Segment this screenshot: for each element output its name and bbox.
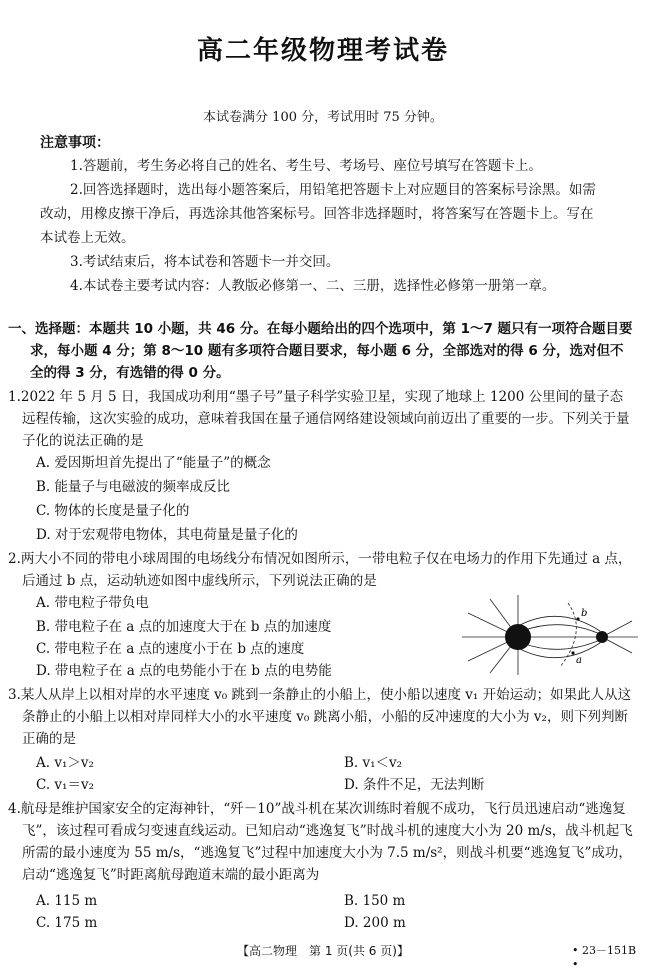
question-stem: 4.航母是维护国家安全的定海神针，“歼－10”战斗机在某次训练时着舰不成功，飞行员迅速启动“逃逸复飞”，该过程可看成匀变速直线运动。已知启动“逃逸复飞”时战斗机的速度大小为 20 m/s，战斗机起飞所需的最小速度为 55 m/s，“逃逸复飞”过程中加速度大小为 7.5 m/s²，则战斗机要“逃逸复飞”成功，启动“逃逸复飞”时距离航母跑道末端的最小距离为 [8,801,633,883]
field-line [520,616,600,631]
option-a: A. v₁＞v₂ [36,755,94,771]
option-c: C. 物体的长度是量子化的 [36,503,190,519]
label-a: a [576,655,582,666]
exam-title: 高二年级物理考试卷 [196,36,449,66]
large-charged-ball [505,624,531,650]
option-d: D. 200 m [344,915,406,931]
option-d: D. 带电粒子在 a 点的电势能小于在 b 点的电势能 [36,663,332,679]
notice-list [40,154,600,298]
option-b: B. v₁＜v₂ [344,755,403,771]
exam-subtitle: 本试卷满分 100 分，考试用时 75 分钟。 [203,110,443,125]
option-a: A. 爱因斯坦首先提出了“能量子”的概念 [36,455,271,471]
notice-item: 1.答题前，考生务必将自己的姓名、考生号、考场号、座位号填写在答题卡上。 [70,158,542,174]
option-b: B. 能量子与电磁波的频率成反比 [36,479,231,495]
question-3 [8,684,633,750]
option-c: C. v₁＝v₂ [36,777,95,793]
section-heading: 一、选择题：本题共 10 小题，共 46 分。在每小题给出的四个选项中，第 1～7 题只有一项符合题目要求，每小题 4 分；第 8～10 题有多项符合题目要求，每小题 6 分，全部选对的得 6 分，选对但不全的得 3 分，有选错的得 0 分。 [8,321,633,381]
option-d: D. 对于宏观带电物体，其电荷量是量子化的 [36,527,298,543]
field-line [522,640,600,649]
notice-item: 2.回答选择题时，选出每小题答案后，用铅笔把答题卡上对应题目的答案标号涂黑。如需改动，用橡皮擦干净后，再选涂其他答案标号。回答非选择题时，将答案写在答题卡上。写在本试卷上无效。 [40,182,596,246]
notice-heading: 注意事项： [40,135,110,151]
field-line [520,643,600,658]
option-a: A. 115 m [36,893,98,909]
point-a [571,651,574,654]
option-a: A. 带电粒子带负电 [36,595,149,611]
question-stem: 1.2022 年 5 月 5 日，我国成功利用“墨子号”量子科学实验卫星，实现了地球上 1200 公里间的量子态远程传输，这次实验的成功，意味着我国在量子通信网络建设领域向前迈出了重要的一步。下列关于量子化的说法正确的是 [8,389,630,449]
option-c: C. 175 m [36,915,98,931]
question-2 [8,548,633,592]
notice-item: 4.本试卷主要考试内容：人教版必修第一、二、三册，选择性必修第一册第一章。 [70,278,556,294]
question-stem: 2.两大小不同的带电小球周围的电场线分布情况如图所示，一带电粒子仅在电场力的作用下先通过 a 点，后通过 b 点，运动轨迹如图中虚线所示，下列说法正确的是 [8,551,632,589]
option-d: D. 条件不足，无法判断 [344,777,485,793]
field-line [522,625,600,634]
option-b: B. 150 m [344,893,406,909]
question-stem: 3.某人从岸上以相对岸的水平速度 v₀ 跳到一条静止的小船上，使小船以速度 v₁ 开始运动；如果此人从这条静止的小船上以相对岸同样大小的水平速度 v₀ 跳离小船，小船的反冲速度的大小为 v₂，则下列判断正确的是 [8,687,632,747]
page-footer: 【高二物理 第 1 页(共 6 页)】 [237,944,409,958]
notice-item: 3.考试结束后，将本试卷和答题卡一并交回。 [70,254,340,270]
question-1 [8,386,633,452]
point-b [576,617,579,620]
option-c: C. 带电粒子在 a 点的速度小于在 b 点的速度 [36,641,305,657]
option-b: B. 带电粒子在 a 点的加速度大于在 b 点的加速度 [36,619,332,635]
question-4 [8,798,633,886]
exam-code: • 23－151B • [572,944,637,971]
electric-field-figure [460,595,640,675]
small-charged-ball [596,631,608,643]
label-b: b [581,608,588,619]
